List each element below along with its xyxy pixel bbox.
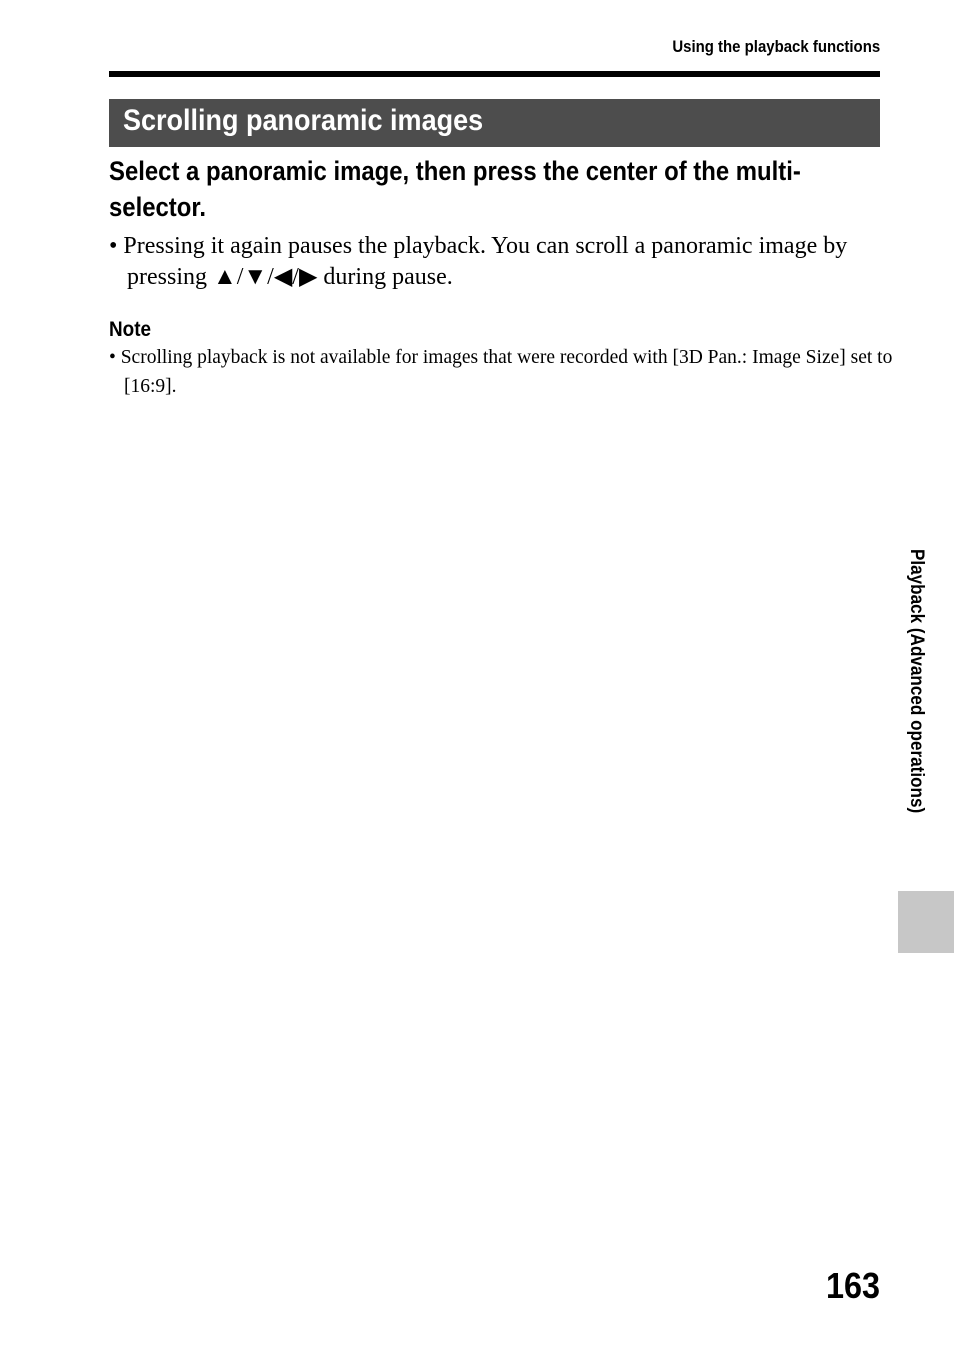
note-label: Note [109, 318, 152, 341]
body-bullet: • Pressing it again pauses the playback. You can scroll a panoramic image by pressing ▲/▼/◀/▶ during pause. [109, 233, 848, 290]
header-rule [109, 71, 880, 77]
side-tab-marker [898, 891, 954, 953]
note-bullet: • Scrolling playback is not available for images that were recorded with [3D Pan.: Image Size] set to [16:9]. [109, 347, 893, 397]
running-header: Using the playback functions [672, 37, 880, 56]
section-title: Scrolling panoramic images [123, 104, 484, 137]
page-number: 163 [825, 1265, 880, 1306]
side-tab-label: Playback (Advanced operations) [906, 549, 927, 814]
step-heading: Select a panoramic image, then press the center of the multi-selector. [109, 156, 801, 222]
section-title-bar [109, 99, 880, 147]
